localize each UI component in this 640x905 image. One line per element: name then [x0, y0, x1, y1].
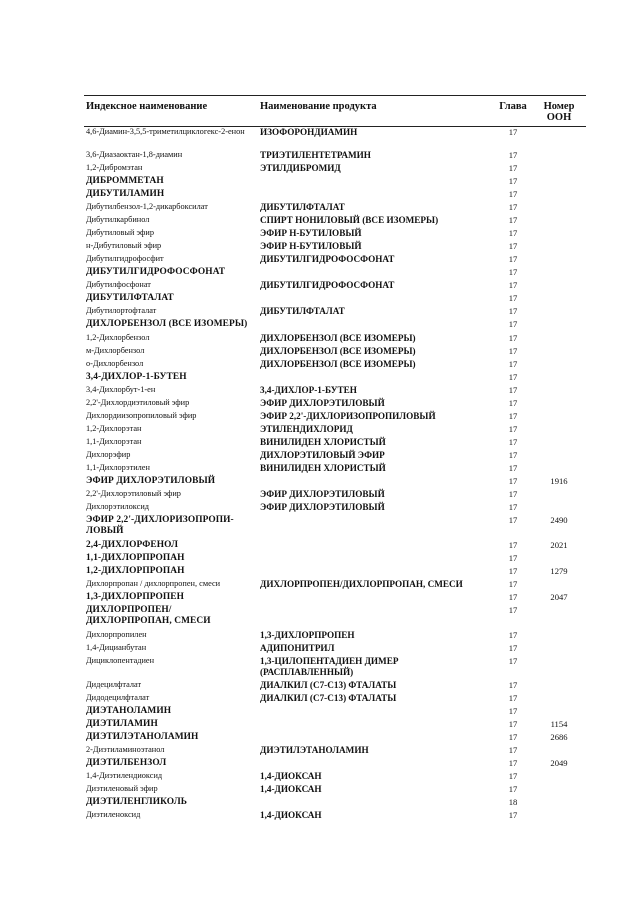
index-name-cell: Дибутилфосфонат: [86, 280, 151, 289]
product-name-cell: ЭФИР ДИХЛОРЭТИЛОВЫЙ: [260, 502, 385, 512]
chapter-cell: 17: [508, 784, 518, 794]
product-name-cell: ДИАЛКИЛ (С7-С13) ФТАЛАТЫ: [260, 680, 397, 690]
index-name-cell: ДИХЛОРБЕНЗОЛ (ВСЕ ИЗОМЕРЫ): [86, 319, 248, 329]
index-name-cell: Диэтиленоксид: [86, 810, 141, 819]
product-name-cell: ДИБУТИЛГИДРОФОСФОНАТ: [260, 254, 395, 264]
chapter-cell: 17: [508, 346, 518, 356]
chapter-cell: 17: [508, 540, 518, 550]
chapter-cell: 17: [508, 319, 518, 329]
chapter-cell: 17: [508, 719, 518, 729]
chapter-cell: 17: [508, 476, 518, 486]
un-number-cell: 2490: [550, 515, 568, 525]
un-number-cell: 2686: [550, 732, 568, 742]
chapter-cell: 17: [508, 502, 518, 512]
index-name-cell: ДИБРОММЕТАН: [86, 176, 164, 186]
index-name-cell: 3,6-Диазаоктан-1,8-диамин: [86, 150, 183, 159]
chapter-cell: 17: [508, 385, 518, 395]
product-name-cell: ДИБУТИЛФТАЛАТ: [260, 306, 345, 316]
chapter-cell: 17: [508, 293, 518, 303]
index-name-cell: 4,6-Диамин-3,5,5-триметилциклогекс-2-енон: [86, 127, 245, 136]
product-name-cell: ДИБУТИЛФТАЛАТ: [260, 202, 345, 212]
index-name-cell: Дихлорэфир: [86, 450, 131, 459]
chapter-cell: 17: [508, 437, 518, 447]
product-name-cell: ДИХЛОРБЕНЗОЛ (ВСЕ ИЗОМЕРЫ): [260, 346, 416, 356]
chapter-cell: 17: [508, 605, 518, 615]
product-name-cell: ДИХЛОРБЕНЗОЛ (ВСЕ ИЗОМЕРЫ): [260, 359, 416, 369]
product-name-cell: ТРИЭТИЛЕНТЕТРАМИН: [260, 150, 371, 160]
index-name-cell: Дидецилфталат: [86, 680, 142, 689]
chapter-cell: 17: [508, 566, 518, 576]
chapter-cell: 17: [508, 643, 518, 653]
index-name-cell: Дидодецилфталат: [86, 693, 150, 702]
column-header-un-number-line1: Номер: [543, 101, 575, 112]
index-name-cell: Дихлорэтилоксид: [86, 502, 149, 511]
index-name-cell: ДИБУТИЛГИДРОФОСФОНАТ: [86, 267, 226, 277]
chapter-cell: 17: [508, 215, 518, 225]
product-name-cell: ЭФИР Н-БУТИЛОВЫЙ: [260, 228, 362, 238]
chapter-cell: 17: [508, 241, 518, 251]
un-number-cell: 2047: [550, 592, 568, 602]
index-name-cell: 1,2-Дихлорэтан: [86, 424, 142, 433]
chapter-cell: 17: [508, 450, 518, 460]
chapter-cell: 17: [508, 398, 518, 408]
index-name-cell: ДИЭТАНОЛАМИН: [86, 706, 172, 716]
chapter-cell: 17: [508, 333, 518, 343]
product-name-cell: ДИЭТИЛЭТАНОЛАМИН: [260, 745, 369, 755]
product-name-cell: 1,3-ДИХЛОРПРОПЕН: [260, 630, 355, 640]
index-name-cell: 1,1-ДИХЛОРПРОПАН: [86, 553, 185, 563]
chapter-cell: 17: [508, 254, 518, 264]
un-number-cell: 2021: [550, 540, 568, 550]
product-name-cell: ИЗОФОРОНДИАМИН: [260, 127, 358, 137]
chapter-cell: 17: [508, 579, 518, 589]
index-name-cell: ДИЭТИЛАМИН: [86, 719, 158, 729]
index-name-cell: ДИЭТИЛЭТАНОЛАМИН: [86, 732, 199, 742]
chapter-cell: 17: [508, 411, 518, 421]
chapter-cell: 17: [508, 592, 518, 602]
index-name-cell: 3,4-Дихлорбут-1-ен: [86, 385, 156, 394]
un-number-cell: 1154: [550, 719, 568, 729]
chapter-cell: 18: [508, 797, 518, 807]
index-name-cell: Дициклопентадиен: [86, 656, 155, 665]
chapter-cell: 17: [508, 553, 518, 563]
index-name-cell: Дибутилгидрофосфит: [86, 254, 164, 263]
product-name-cell: ВИНИЛИДЕН ХЛОРИСТЫЙ: [260, 437, 386, 447]
index-name-cell: Дибутиловый эфир: [86, 228, 154, 237]
column-header-product-name: Наименование продукта: [260, 101, 377, 112]
index-name-cell: ЭФИР ДИХЛОРЭТИЛОВЫЙ: [86, 476, 216, 486]
product-name-cell: 1,4-ДИОКСАН: [260, 771, 322, 781]
product-name-cell: 1,4-ДИОКСАН: [260, 810, 322, 820]
index-name-cell: 2,2'-Дихлордиэтиловый эфир: [86, 398, 190, 407]
index-name-cell: ДИХЛОРПРОПЕН/ДИХЛОРПРОПАН, СМЕСИ: [86, 605, 211, 626]
index-name-cell: ЭФИР 2,2'-ДИХЛОРИЗОПРОПИ-ЛОВЫЙ: [86, 515, 234, 536]
chapter-cell: 17: [508, 228, 518, 238]
chapter-cell: 17: [508, 706, 518, 716]
index-name-cell: м-Дихлорбензол: [86, 346, 145, 355]
index-name-cell: 1,1-Дихлорэтилен: [86, 463, 150, 472]
chapter-cell: 17: [508, 202, 518, 212]
index-name-cell: Диэтиленовый эфир: [86, 784, 158, 793]
index-name-cell: 2,4-ДИХЛОРФЕНОЛ: [86, 540, 179, 550]
product-name-cell: ДИХЛОРЭТИЛОВЫЙ ЭФИР: [260, 450, 385, 460]
column-header-index-name: Индексное наименование: [86, 101, 208, 112]
product-name-cell: ЭФИР 2,2'-ДИХЛОРИЗОПРОПИЛОВЫЙ: [260, 411, 436, 421]
product-name-cell: ДИБУТИЛГИДРОФОСФОНАТ: [260, 280, 395, 290]
index-name-cell: ДИБУТИЛАМИН: [86, 189, 165, 199]
chapter-cell: 17: [508, 189, 518, 199]
chapter-cell: 17: [508, 680, 518, 690]
chapter-cell: 17: [508, 306, 518, 316]
chapter-cell: 17: [508, 359, 518, 369]
index-name-cell: ДИЭТИЛБЕНЗОЛ: [86, 758, 167, 768]
chapter-cell: 17: [508, 150, 518, 160]
chapter-cell: 17: [508, 656, 518, 666]
product-name-cell: ЭФИР ДИХЛОРЭТИЛОВЫЙ: [260, 489, 385, 499]
chapter-cell: 17: [508, 515, 518, 525]
chapter-cell: 17: [508, 280, 518, 290]
column-header-un-number-line2: ООН: [546, 112, 572, 123]
index-name-cell: 1,1-Дихлорэтан: [86, 437, 142, 446]
index-name-cell: 1,2-Дибромэтан: [86, 163, 143, 172]
index-name-cell: Дихлорпропан / дихлорпропен, смеси: [86, 579, 221, 588]
chapter-cell: 17: [508, 127, 518, 137]
chapter-cell: 17: [508, 732, 518, 742]
index-name-cell: Дибутилкарбинол: [86, 215, 150, 224]
index-name-cell: 1,4-Диэтилендиоксид: [86, 771, 163, 780]
product-name-cell: ВИНИЛИДЕН ХЛОРИСТЫЙ: [260, 463, 386, 473]
chapter-cell: 17: [508, 163, 518, 173]
product-name-cell: СПИРТ НОНИЛОВЫЙ (ВСЕ ИЗОМЕРЫ): [260, 215, 439, 225]
chapter-cell: 17: [508, 424, 518, 434]
product-name-cell: ДИАЛКИЛ (С7-С13) ФТАЛАТЫ: [260, 693, 397, 703]
index-name-cell: 1,3-ДИХЛОРПРОПЕН: [86, 592, 185, 602]
product-name-cell: 1,4-ДИОКСАН: [260, 784, 322, 794]
index-name-cell: Дибутилбензол-1,2-дикарбоксилат: [86, 202, 208, 211]
chapter-cell: 17: [508, 463, 518, 473]
un-number-cell: 2049: [550, 758, 568, 768]
un-number-cell: 1916: [550, 476, 568, 486]
index-name-cell: Дибутилортофталат: [86, 306, 157, 315]
un-number-cell: 1279: [550, 566, 568, 576]
chapter-cell: 17: [508, 630, 518, 640]
product-name-cell: 3,4-ДИХЛОР-1-БУТЕН: [260, 385, 357, 395]
index-name-cell: 1,2-Дихлорбензол: [86, 333, 150, 342]
index-name-cell: 3,4-ДИХЛОР-1-БУТЕН: [86, 372, 187, 382]
index-name-cell: 2-Диэтиламиноэтанол: [86, 745, 165, 754]
index-name-cell: ДИБУТИЛФТАЛАТ: [86, 293, 174, 303]
chapter-cell: 17: [508, 267, 518, 277]
column-header-chapter: Глава: [499, 101, 527, 112]
chapter-cell: 17: [508, 745, 518, 755]
chapter-cell: 17: [508, 372, 518, 382]
product-name-cell: ЭТИЛЕНДИХЛОРИД: [260, 424, 353, 434]
index-name-cell: о-Дихлорбензол: [86, 359, 144, 368]
chapter-cell: 17: [508, 758, 518, 768]
chapter-cell: 17: [508, 693, 518, 703]
index-name-cell: н-Дибутиловый эфир: [86, 241, 162, 250]
product-name-cell: ЭФИР Н-БУТИЛОВЫЙ: [260, 241, 362, 251]
product-name-cell: ЭТИЛДИБРОМИД: [260, 163, 341, 173]
chapter-cell: 17: [508, 771, 518, 781]
product-name-cell: 1,3-ЦИЛОПЕНТАДИЕН ДИМЕР (РАСПЛАВЛЕННЫЙ): [260, 656, 399, 677]
product-name-cell: АДИПОНИТРИЛ: [260, 643, 335, 653]
index-name-cell: ДИЭТИЛЕНГЛИКОЛЬ: [86, 797, 188, 807]
index-name-cell: 2,2'-Дихлорэтиловый эфир: [86, 489, 181, 498]
index-name-cell: Дихлордиизопропиловый эфир: [86, 411, 197, 420]
product-name-cell: ЭФИР ДИХЛОРЭТИЛОВЫЙ: [260, 398, 385, 408]
chapter-cell: 17: [508, 489, 518, 499]
product-name-cell: ДИХЛОРПРОПЕН/ДИХЛОРПРОПАН, СМЕСИ: [260, 579, 463, 589]
index-name-cell: 1,4-Дицианбутан: [86, 643, 147, 652]
chapter-cell: 17: [508, 810, 518, 820]
index-name-cell: Дихлорпропилен: [86, 630, 147, 639]
product-name-cell: ДИХЛОРБЕНЗОЛ (ВСЕ ИЗОМЕРЫ): [260, 333, 416, 343]
chapter-cell: 17: [508, 176, 518, 186]
index-name-cell: 1,2-ДИХЛОРПРОПАН: [86, 566, 185, 576]
